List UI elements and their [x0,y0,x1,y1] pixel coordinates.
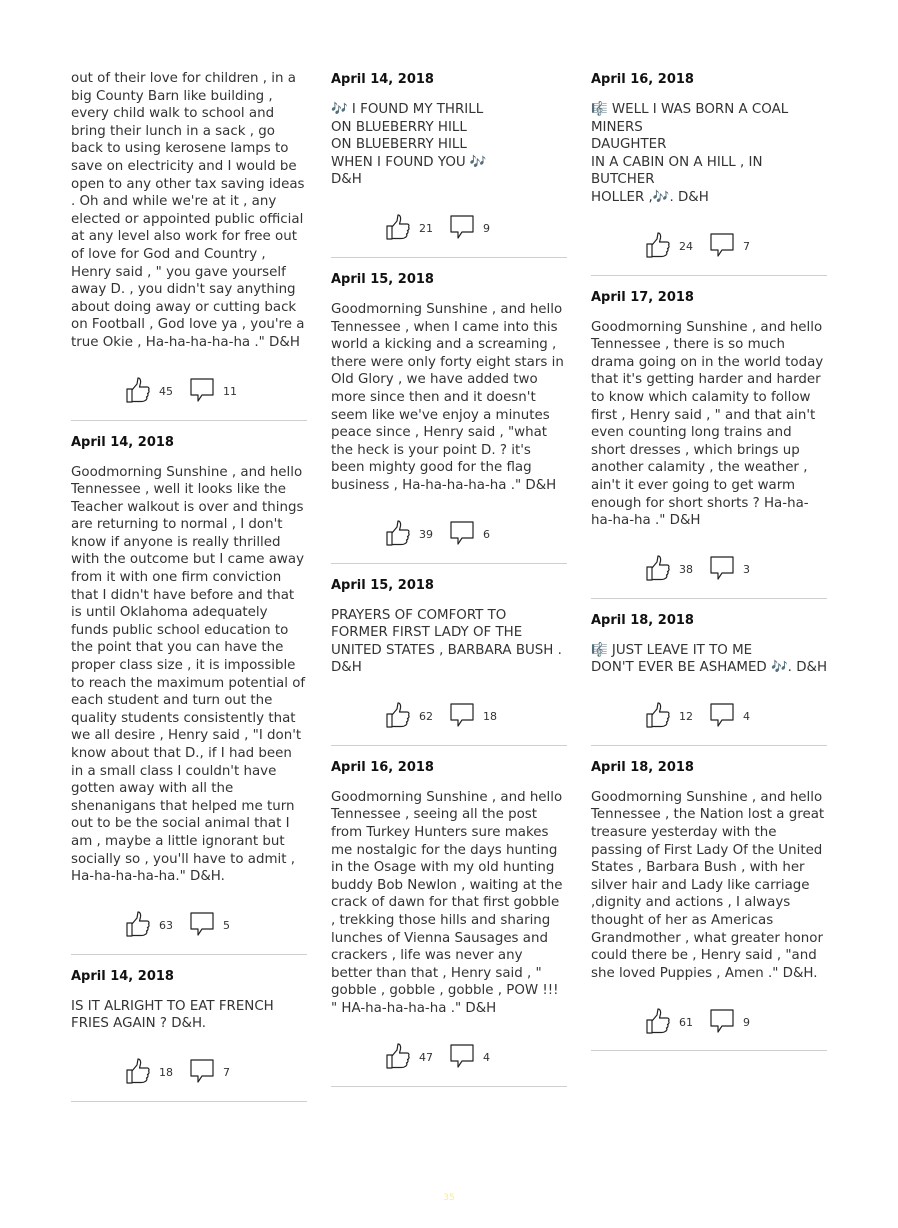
like-count: 18 [159,1066,173,1080]
comment-button[interactable] [189,910,253,941]
comment-button[interactable] [709,554,773,585]
column-right [591,70,827,1065]
comment-bubble-icon [449,213,483,244]
column-left [71,70,307,1116]
like-button[interactable] [645,554,709,585]
post-date: April 15, 2018 [331,577,434,593]
thumbs-up-icon [645,231,679,262]
comment-count: 9 [743,1015,750,1029]
comment-count: 18 [483,710,497,724]
thumbs-up-icon [385,213,419,244]
like-button[interactable] [385,1042,449,1073]
thumbs-up-icon [645,701,679,732]
thumbs-up-icon [125,910,159,941]
comment-count: 7 [223,1066,230,1080]
post-date: April 14, 2018 [71,434,174,450]
comment-count: 11 [223,385,237,398]
like-count: 61 [679,1015,693,1029]
post [71,70,307,421]
like-button[interactable] [385,213,449,244]
comment-button[interactable] [449,213,513,244]
like-count: 39 [419,528,433,541]
post-body: IS IT ALRIGHT TO EAT FRENCH FRIES AGAIN ? D&H. [71,998,274,1032]
post-body: PRAYERS OF COMFORT TO FORMER FIRST LADY OF THE UNITED STATES , BARBARA BUSH . D&H [331,607,562,676]
post-body: out of their love for children , in a big County Barn like building , every child walk to school and bring their lunch in a sack , go back to using kerosene lamps to save on electricity and I would be open to any other tax saving ideas . Oh and while we're at it , any elected or appointed public official at any level also work for free out of love for God and Country , Henry said , " you gave yourself away D. , you didn't say anything about doing away or cutting back on Football , God love ya , you're a true Okie , Ha-ha-ha-ha-ha ." D&H [71,71,305,350]
like-button[interactable] [385,519,449,550]
post-reactions [71,912,307,940]
post-body: 🎼 WELL I WAS BORN A COAL MINERS DAUGHTER IN A CABIN ON A HILL , IN BUTCHER HOLLER ,🎶. D&H [591,102,789,205]
like-button[interactable] [385,701,449,732]
post-date: April 17, 2018 [591,289,694,305]
comment-count: 6 [483,528,490,541]
comment-bubble-icon [709,701,743,732]
post-reactions [331,215,567,243]
post [331,272,567,564]
like-count: 38 [679,563,693,577]
like-count: 45 [159,385,173,398]
post-reactions [591,233,827,261]
post-reactions [71,1059,307,1087]
post [591,613,827,746]
comment-count: 7 [743,240,750,254]
like-button[interactable] [125,910,189,941]
like-count: 12 [679,710,693,724]
like-count: 63 [159,919,173,933]
post-reactions [331,1044,567,1072]
comment-bubble-icon [709,554,743,585]
like-count: 21 [419,222,433,236]
like-button[interactable] [125,376,189,407]
post-reactions [71,378,307,406]
like-count: 24 [679,240,693,254]
comment-button[interactable] [709,231,773,262]
post-reactions [591,1008,827,1036]
post-date: April 18, 2018 [591,612,694,628]
post-date: April 14, 2018 [71,968,174,984]
post-reactions [591,703,827,731]
like-button[interactable] [645,1007,709,1038]
comment-button[interactable] [189,1057,253,1088]
post-body: 🎶 I FOUND MY THRILL ON BLUEBERRY HILL ON BLUEBERRY HILL WHEN I FOUND YOU 🎶 D&H [331,102,487,188]
post [591,72,827,276]
post-date: April 15, 2018 [331,271,434,287]
like-button[interactable] [645,231,709,262]
comment-bubble-icon [449,1042,483,1073]
thumbs-up-icon [385,701,419,732]
thumbs-up-icon [385,1042,419,1073]
thumbs-up-icon [645,554,679,585]
comment-bubble-icon [189,376,223,407]
post [331,578,567,746]
comment-button[interactable] [449,701,513,732]
thumbs-up-icon [125,1057,159,1088]
post-body: Goodmorning Sunshine , and hello Tennessee , there is so much drama going on in the world today that it's getting harder and harder to know which calamity to follow first , Henry said , " and that ain't even counting long trains and short dresses , which brings up another calamity , the weather , ain't it ever going to get warm enough for short shorts ? Ha-ha-ha-ha-ha ." D&H [591,319,824,529]
post [331,760,567,1087]
comment-count: 3 [743,563,750,577]
post-date: April 18, 2018 [591,759,694,775]
comment-button[interactable] [709,701,773,732]
post [71,969,307,1102]
thumbs-up-icon [125,376,159,407]
comment-count: 9 [483,222,490,236]
comment-bubble-icon [449,701,483,732]
thumbs-up-icon [645,1007,679,1038]
comment-button[interactable] [189,376,253,407]
comment-bubble-icon [189,1057,223,1088]
comment-button[interactable] [449,1042,513,1073]
comment-bubble-icon [189,910,223,941]
comment-button[interactable] [449,519,513,550]
post-reactions [331,521,567,549]
post-body: Goodmorning Sunshine , and hello Tennessee , the Nation lost a great treasure yesterday with the passing of First Lady Of the United States , Barbara Bush , with her silver hair and Lady like carriage ,dignity and actions , I always thought of her as Americas Grandmother , what greater honor could there be , Henry said , "and she loved Puppies , Amen ." D&H. [591,789,825,981]
like-button[interactable] [645,701,709,732]
post [591,290,827,599]
post-date: April 16, 2018 [591,72,694,87]
page-number: 35 [443,1193,455,1203]
comment-count: 4 [743,710,750,724]
comment-bubble-icon [709,231,743,262]
like-count: 47 [419,1051,433,1065]
post-date: April 14, 2018 [331,72,434,87]
thumbs-up-icon [385,519,419,550]
post-body: Goodmorning Sunshine , and hello Tennessee , seeing all the post from Turkey Hunters sure makes me nostalgic for the days hunting in the Osage with my old hunting buddy Bob Newlon , waiting at the crack of dawn for that first gobble , trekking those hills and sharing lunches of Vienna Sausages and crackers , life was never any better than that , Henry said , " gobble , gobble , gobble , POW !!! " HA-ha-ha-ha-ha ." D&H [331,789,563,1016]
post [71,435,307,955]
post-body: Goodmorning Sunshine , and hello Tennessee , well it looks like the Teacher walkout is over and things are returning to normal , I don't know if anyone is really thrilled with the outcome but I came away from it with one firm conviction that I didn't have before and that is until Oklahoma adequately funds public school education to the point that you can have the proper class size , it is impossible to reach the maximum potential of each student and turn out the quality students consistently that we all desire , Henry said , "I don't know about that D., if I had been in a small class I couldn't have gotten away with all the shenanigans that helped me turn out to be the social animal that I am , maybe a little ignorant but socially so , you'll have to admit , Ha-ha-ha-ha-ha." D&H. [71,464,306,885]
post-body: Goodmorning Sunshine , and hello Tennessee , when I came into this world a kicking and a screaming , there were only forty eight stars in Old Glory , we have added two more since then and it doesn't seem like we've enjoy a minutes peace since , Henry said , "what the heck is your point D. ? it's been mighty good for the flag business , Ha-ha-ha-ha-ha ." D&H [331,301,564,493]
like-count: 62 [419,710,433,724]
comment-bubble-icon [709,1007,743,1038]
post [331,72,567,258]
comment-count: 5 [223,919,230,933]
post [591,760,827,1052]
comment-bubble-icon [449,519,483,550]
comment-count: 4 [483,1051,490,1065]
post-reactions [331,703,567,731]
post-reactions [591,556,827,584]
column-middle [331,70,567,1101]
like-button[interactable] [125,1057,189,1088]
post-body: 🎼 JUST LEAVE IT TO ME DON'T EVER BE ASHAMED 🎶. D&H [591,642,828,676]
comment-button[interactable] [709,1007,773,1038]
post-date: April 16, 2018 [331,759,434,775]
